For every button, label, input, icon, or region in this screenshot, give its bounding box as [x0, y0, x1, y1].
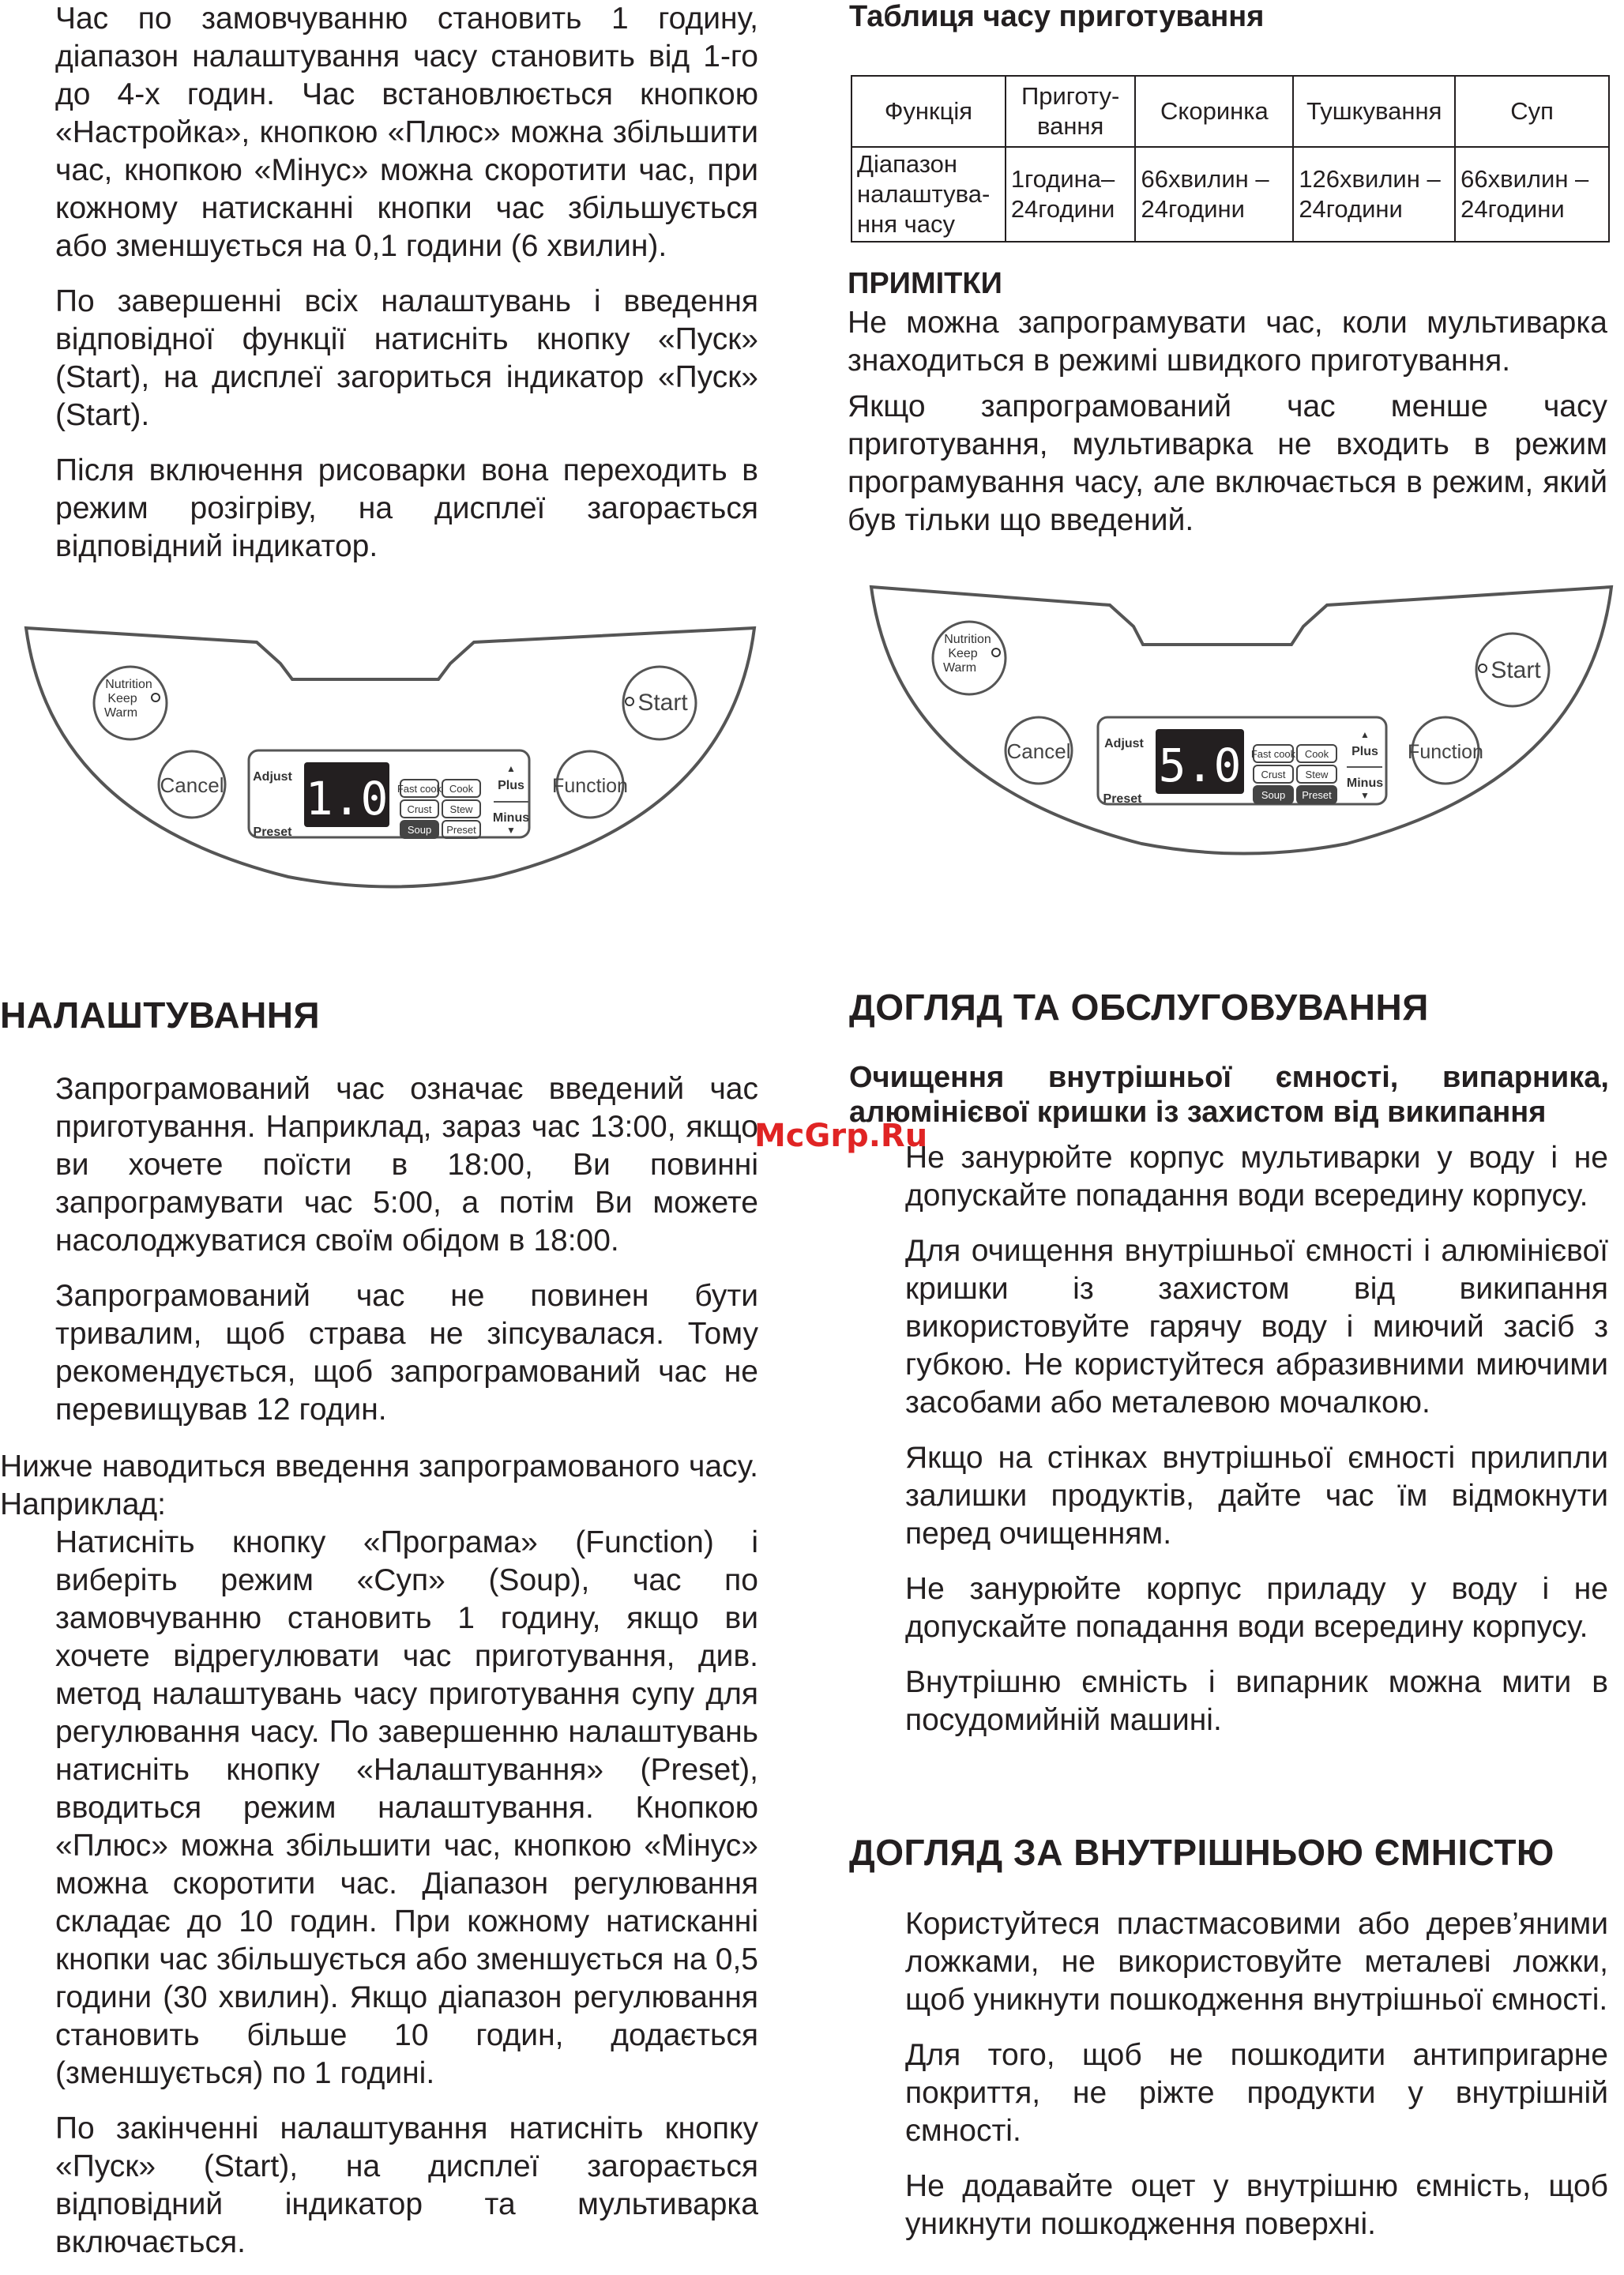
table-header-cell: Суп	[1455, 76, 1609, 147]
table-header-row	[851, 76, 1609, 147]
cooking-time-table	[851, 75, 1610, 243]
cancel-button-label: Cancel	[1006, 739, 1071, 763]
plus-label: Plus	[498, 779, 524, 792]
paragraph-programmed-time: Запрограмований час означає введений час приготування. Наприклад, зараз час 13:00, якщо ви хочете поїсти в 18:00, Ви повинні запрограмувати час 5:00, а потім Ви можете насолоджуватися своїм обідом в 18:00.	[55, 1072, 758, 1258]
label-keep: Keep	[948, 647, 978, 660]
mode-fast-cook: Fast cook	[397, 783, 442, 795]
control-panel-left	[20, 612, 762, 893]
mode-soup: Soup	[407, 824, 432, 836]
table-cell: 66хвилин – 24години	[1455, 147, 1609, 242]
label-warm: Warm	[103, 706, 138, 720]
table-cell: 1година– 24години	[1006, 147, 1136, 242]
paragraph-start-button: По завершенні всіх налаштувань і введення відповідної функції натисніть кнопку «Пуск» (Start), на дисплеї загориться індикатор «Пуск» (Start).	[55, 284, 758, 432]
inner-bowl-paragraph: Користуйтеся пластмасовими або дерев’яними ложками, не використовуйте металеві ложки, щоб уникнути пошкодження внутрішньої ємності.	[905, 1907, 1608, 2017]
mode-soup: Soup	[1261, 789, 1286, 801]
svg-text:▲: ▲	[506, 763, 516, 774]
time-display: 1.0	[305, 772, 389, 825]
mode-stew: Stew	[449, 803, 473, 815]
care-paragraph: Для очищення внутрішньої ємності і алюмінієвої кришки із захистом від википання використовуйте гарячу воду і миючий засіб з губкою. Не користуйтеся абразивними миючими засобами або металевою мочалкою.	[905, 1234, 1608, 1420]
plus-label: Plus	[1351, 745, 1378, 758]
table-cell: 66хвилин – 24години	[1135, 147, 1293, 242]
left-top-text	[55, 0, 758, 566]
table-cell: 126хвилин – 24години	[1293, 147, 1455, 242]
paragraph-example-intro: Нижче наводиться введення запрограмованого часу. Наприклад:	[0, 1450, 758, 1521]
section-title-care: ДОГЛЯД ТА ОБСЛУГОВУВАННЯ	[849, 987, 1429, 1028]
care-paragraph: Якщо на стінках внутрішньої ємності прилипли залишки продуктів, дайте час їм відмокнути перед очищенням.	[905, 1441, 1608, 1551]
label-keep: Keep	[107, 692, 137, 705]
watermark: McGrp.Ru	[754, 1118, 928, 1154]
table-cell: Діапазон налаштува-ння часу	[851, 147, 1006, 242]
svg-text:▼: ▼	[506, 825, 516, 836]
minus-label: Minus	[1346, 777, 1384, 790]
paragraph-warmup: Після включення рисоварки вона переходить в режим розігріву, на дисплеї загорається відповідний індикатор.	[55, 453, 758, 563]
care-paragraph: Не занурюйте корпус мультиварки у воду і не допускайте попадання води всередину корпусу.	[905, 1141, 1608, 1213]
preset-label: Preset	[1103, 792, 1142, 806]
note-quick-cook: Не можна запрограмувати час, коли мультиварка знаходиться в режимі швидкого приготування.	[848, 306, 1607, 378]
care-paragraph: Внутрішню ємність і випарник можна мити в посудомийній машині.	[905, 1665, 1608, 1737]
notes-block	[848, 267, 1607, 540]
mode-crust: Crust	[407, 803, 432, 815]
mode-crust: Crust	[1261, 769, 1286, 780]
cancel-button-label: Cancel	[160, 773, 224, 797]
table-row	[851, 147, 1609, 242]
section-title-inner-bowl: ДОГЛЯД ЗА ВНУТРІШНЬОЮ ЄМНІСТЮ	[849, 1832, 1554, 1873]
label-nutrition: Nutrition	[105, 678, 152, 691]
start-button-label: Start	[637, 690, 688, 716]
table-header-cell: Приготу-вання	[1006, 76, 1136, 147]
mode-preset: Preset	[1302, 789, 1332, 801]
label-warm: Warm	[942, 661, 977, 675]
mode-preset: Preset	[446, 824, 476, 836]
note-programmed-less: Якщо запрограмований час менше часу приготування, мультиварка не входить в режим програмування часу, але включається в режим, який був тільки що введений.	[848, 389, 1607, 537]
label-nutrition: Nutrition	[944, 633, 991, 646]
inner-bowl-paragraph: Для того, щоб не пошкодити антипригарне покриття, не ріжте продукти у внутрішній ємності.	[905, 2038, 1608, 2148]
adjust-label: Adjust	[253, 770, 292, 784]
mode-cook: Cook	[449, 783, 474, 795]
mode-fast-cook: Fast cook	[1250, 748, 1296, 760]
table-title: Таблиця часу приготування	[849, 0, 1265, 33]
function-button-label: Function	[1408, 741, 1483, 763]
left-settings-text	[55, 1070, 758, 1429]
table-header-cell: Скоринка	[1135, 76, 1293, 147]
minus-label: Minus	[492, 811, 530, 825]
table-header-cell: Тушкування	[1293, 76, 1455, 147]
paragraph-finish: По закінченні налаштування натисніть кнопку «Пуск» (Start), на дисплеї загорається відповідний індикатор та мультиварка включається.	[55, 2111, 758, 2259]
inner-bowl-text	[905, 1905, 1608, 2243]
care-text	[905, 1139, 1608, 1739]
care-section	[849, 986, 1609, 1130]
adjust-label: Adjust	[1104, 737, 1144, 750]
notes-title: ПРИМІТКИ	[848, 267, 1002, 300]
paragraph-time-limit: Запрограмований час не повинен бути тривалим, щоб страва не зіпсувалася. Тому рекомендується, щоб запрограмований час не перевищував 12 годин.	[55, 1279, 758, 1427]
mode-cook: Cook	[1304, 748, 1329, 760]
paragraph-example-steps: Натисніть кнопку «Програма» (Function) і виберіть режим «Суп» (Soup), час по замовчуванню становить 1 годину, якщо ви хочете відрегулювати час приготування, див. метод налаштувань часу приготування супу для регулювання часу. По завершенню налаштувань натисніть кнопку «Налаштування» (Preset), вводиться режим налаштування. Кнопкою «Плюс» можна збільшити час, кнопкою «Мінус» можна скоротити час. Діапазон регулювання складає до 10 годин. При кожному натисканні кнопки час збільшується або зменшується на 0,5 години (30 хвилин). Якщо діапазон регулювання становить більше 10 годин, додається (зменшується) по 1 годині.	[55, 1525, 758, 2090]
table-header-cell: Функція	[851, 76, 1006, 147]
inner-bowl-paragraph: Не додавайте оцет у внутрішню ємність, щоб уникнути пошкодження поверхні.	[905, 2169, 1608, 2241]
control-panel-right	[865, 583, 1619, 863]
inner-bowl-section	[849, 1831, 1609, 1874]
preset-label: Preset	[253, 825, 292, 839]
function-button-label: Function	[552, 775, 628, 797]
care-paragraph: Не занурюйте корпус приладу у воду і не допускайте попадання води всередину корпусу.	[905, 1572, 1608, 1644]
left-settings-section	[0, 994, 760, 1036]
mode-stew: Stew	[1305, 769, 1329, 780]
left-example-text	[55, 1524, 758, 2262]
start-button-label: Start	[1491, 657, 1541, 683]
section-title-settings: НАЛАШТУВАННЯ	[0, 995, 321, 1036]
paragraph-default-time: Час по замовчуванню становить 1 годину, діапазон налаштування часу становить від 1-го до 4-х годин. Час встановлюється кнопкою «Настройка», кнопкою «Плюс» можна збільшити час, кнопкою «Мінус» можна скоротити час, при кожному натисканні кнопки час збільшується або зменшується на 0,1 години (6 хвилин).	[55, 2, 758, 263]
svg-text:▲: ▲	[1360, 729, 1370, 740]
care-subtitle: Очищення внутрішньої ємності, випарника, алюмінієвої кришки із захистом від википання	[849, 1061, 1609, 1129]
left-example-intro	[0, 1448, 758, 1524]
table-title-block	[849, 0, 1607, 34]
time-display: 5.0	[1158, 739, 1242, 792]
svg-text:▼: ▼	[1360, 790, 1370, 801]
